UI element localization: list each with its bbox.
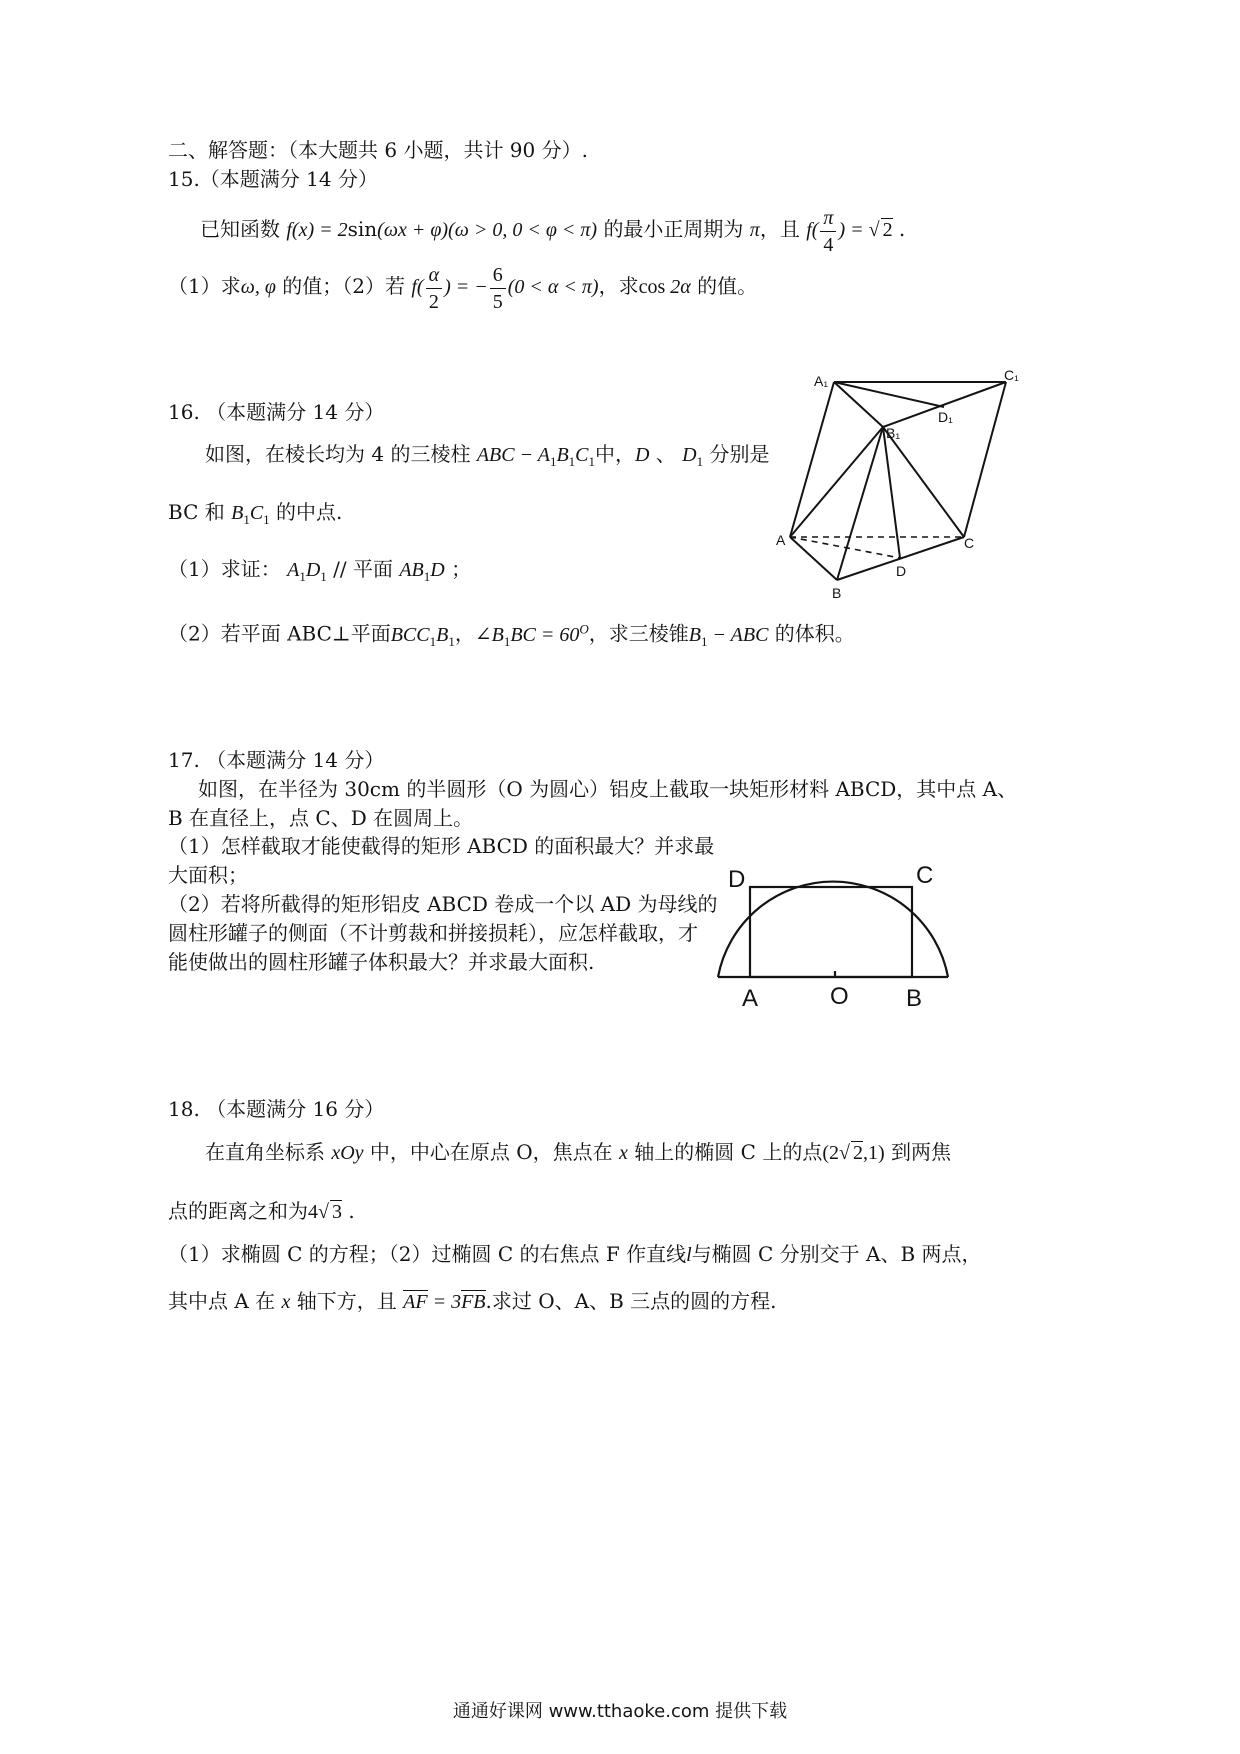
label-d: D bbox=[728, 866, 746, 893]
edge-ab bbox=[790, 537, 837, 580]
q15-parts: （1）求ω, φ 的值；（2）若 f( $\frac{\alpha}{2}$ ) = − $\frac{6}{5}$ (0 < α < π)，求cos 2α 的值。 bbox=[168, 264, 758, 313]
q15-part1-vars: ω, φ bbox=[240, 276, 276, 299]
q18-line2: 点的距离之和为4√ 3 . bbox=[168, 1199, 355, 1223]
q16-part2-plane: $BCC_1B_1$ bbox=[390, 623, 455, 649]
label-a: A bbox=[742, 985, 759, 1012]
q16-part2: （2）若平面 ABC⊥平面$BCC_1B_1$，$\angle B_1BC = 60^O$，求三棱锥$B_1$ − ABC 的体积。 bbox=[168, 621, 855, 649]
q18-vector-relation: AF = 3FB bbox=[403, 1291, 486, 1313]
q15-stem-value: f( $\frac{\pi}{4}$ ) = √ 2 bbox=[806, 207, 893, 256]
q15-part2-cond: f( $\frac{\alpha}{2}$ ) = − $\frac{6}{5}$ (0 < α < π) bbox=[411, 264, 599, 313]
q18-title: 18. （本题满分 16 分） bbox=[168, 1097, 385, 1121]
label-c1: C₁ bbox=[1004, 367, 1019, 383]
q16-points: D bbox=[635, 444, 650, 466]
q16-part2-pyramid: $B_1$ − ABC bbox=[688, 623, 769, 649]
q17-line6: 圆柱形罐子的侧面（不计剪裁和拼接损耗），应怎样截取，才 bbox=[168, 921, 698, 945]
q16-title: 16. （本题满分 14 分） bbox=[168, 400, 385, 424]
q15-stem-prefix: 已知函数 bbox=[200, 217, 280, 242]
semicircle-figure bbox=[710, 840, 960, 1015]
label-d1: D₁ bbox=[938, 409, 953, 425]
label-c: C bbox=[964, 535, 975, 551]
q15-title: 15.（本题满分 14 分） bbox=[168, 167, 378, 191]
q17-line5: （2）若将所截得的矩形铝皮 ABCD 卷成一个以 AD 为母线的 bbox=[168, 892, 718, 916]
label-a1: A₁ bbox=[814, 373, 829, 389]
section-header: 二、解答题：（本大题共 6 小题，共计 90 分）. bbox=[168, 138, 588, 162]
q18-line3: （1）求椭圆 C 的方程；（2）过椭圆 C 的右焦点 F 作直线l与椭圆 C 分别交于 A、B 两点， bbox=[168, 1242, 982, 1266]
q17-line1: 如图，在半径为 30cm 的半圆形（O 为圆心）铝皮上截取一块矩形材料 ABCD，其中点 A、 bbox=[198, 777, 1018, 801]
q17-title: 17. （本题满分 14 分） bbox=[168, 748, 385, 772]
q18-coord-system: xOy bbox=[331, 1142, 364, 1164]
q18-line4: 其中点 A 在 x 轴下方，且 AF = 3FB.求过 O、A、B 三点的圆的方程. bbox=[168, 1289, 777, 1313]
q15-part2-target: cos 2α bbox=[638, 276, 691, 299]
q16-part1-expr: $A_1D_1$ bbox=[287, 559, 327, 584]
edge-ab1 bbox=[790, 427, 883, 537]
q16-stem-line2: BC 和 $B_1C_1$ 的中点. bbox=[168, 500, 343, 527]
q18-point: (2√ 2,1) bbox=[822, 1142, 885, 1164]
rectangle-abcd bbox=[750, 887, 912, 977]
label-a: A bbox=[776, 532, 786, 548]
q17-line4: 大面积； bbox=[168, 863, 248, 887]
q16-part2-angle: $\angle B_1BC = 60^O$ bbox=[474, 621, 589, 649]
label-b1: B₁ bbox=[886, 425, 901, 441]
q16-part1: （1）求证： $A_1D_1$ // 平面 $AB_1D$ ； bbox=[168, 557, 472, 584]
q16-stem: 如图，在棱长均为 4 的三棱柱 ABC − $A_1B_1C_1$中，D 、 $D_1$ 分别是 bbox=[205, 442, 770, 469]
q15-stem-period: π bbox=[749, 219, 760, 242]
label-b: B bbox=[906, 985, 923, 1012]
q15-stem-mid: 的最小正周期为 bbox=[603, 217, 744, 242]
label-o: O bbox=[830, 983, 849, 1010]
edge-a1b1 bbox=[834, 382, 883, 427]
q18-distance-sum: 4√ 3 bbox=[308, 1201, 342, 1223]
q17-line2: B 在直径上，点 C、D 在圆周上。 bbox=[168, 806, 474, 830]
semicircle-arc bbox=[718, 882, 948, 977]
edge-aa1 bbox=[790, 382, 834, 537]
label-c: C bbox=[916, 862, 934, 889]
prism-figure bbox=[770, 362, 1040, 607]
q17-line3: （1）怎样截取才能使截得的矩形 ABCD 的面积最大？并求最 bbox=[168, 834, 715, 858]
q15-stem: 已知函数 f(x) = 2sin(ωx + φ)(ω > 0, 0 < φ < π) 的最小正周期为 π，且 f( $\frac{\pi}{4}$ ) = √ 2 . bbox=[200, 207, 906, 256]
footer-watermark: 通通好课网 www.tthaoke.com 提供下载 bbox=[452, 1701, 788, 1722]
edge-a1d1 bbox=[834, 382, 944, 407]
q18-line1: 在直角坐标系 xOy 中，中心在原点 O，焦点在 x 轴上的椭圆 C 上的点(2√ 2,1) 到两焦 bbox=[205, 1140, 951, 1164]
q15-stem-func: f bbox=[286, 219, 292, 242]
edge-cc1 bbox=[964, 382, 1006, 537]
label-b: B bbox=[832, 585, 842, 601]
q16-prism: ABC − $A_1B_1C_1$ bbox=[476, 444, 595, 469]
q17-line7: 能使做出的圆柱形罐子体积最大？并求最大面积. bbox=[168, 950, 595, 974]
label-d: D bbox=[896, 563, 907, 579]
edge-bb1 bbox=[837, 427, 883, 580]
